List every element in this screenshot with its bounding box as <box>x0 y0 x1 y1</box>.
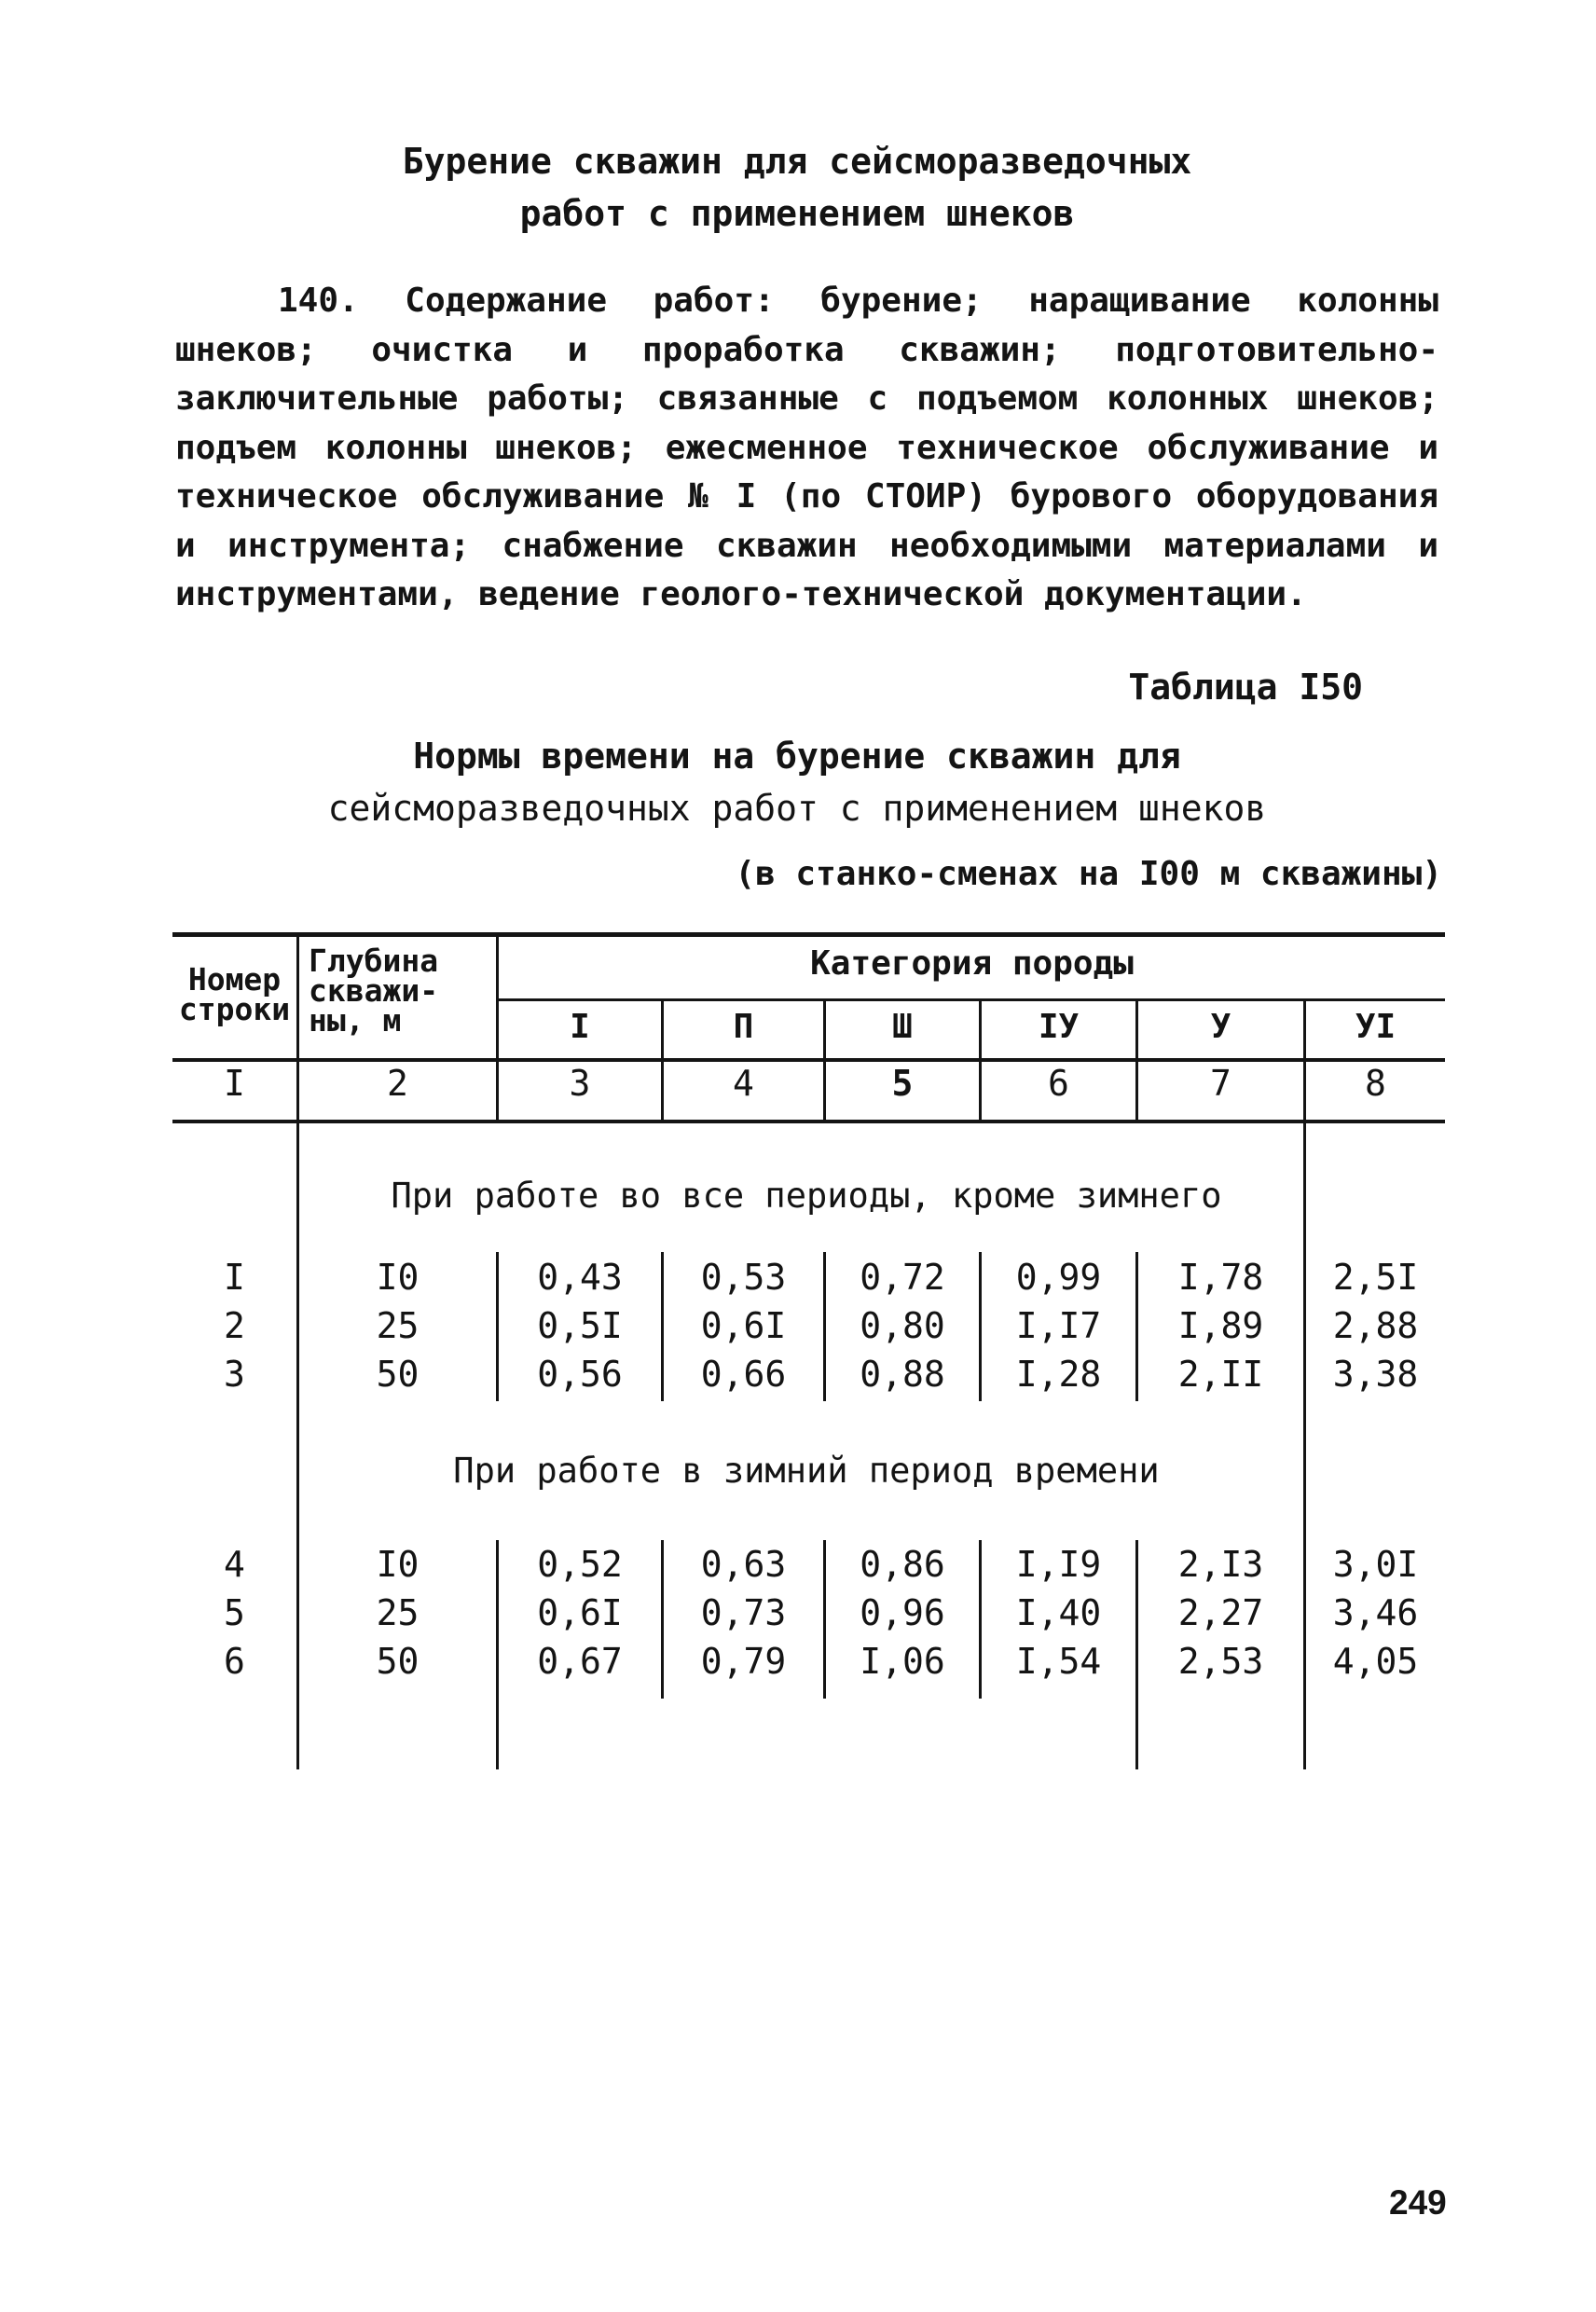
section-title <box>233 135 1361 240</box>
value-cell: 0,52 <box>537 1544 623 1585</box>
section-label-1: При работе во все периоды, кроме зимнего <box>391 1176 1222 1216</box>
value-cell: I,28 <box>1015 1354 1102 1395</box>
column-number-4: 4 <box>733 1063 754 1104</box>
value-cell: I,06 <box>860 1641 945 1682</box>
value-cell: 0,43 <box>537 1257 623 1298</box>
value-cell: 2,II <box>1177 1354 1264 1395</box>
header-category-3: Ш <box>892 1008 913 1046</box>
header-row-number-line-1: Номер <box>187 961 282 998</box>
depth-cell: 25 <box>376 1305 420 1346</box>
header-category: Категория породы <box>810 944 1134 983</box>
header-depth-line-3: ны, м <box>309 1002 402 1039</box>
value-cell: I,89 <box>1177 1305 1264 1346</box>
column-number-6: 6 <box>1048 1063 1069 1104</box>
value-cell: 0,88 <box>860 1354 945 1395</box>
depth-cell: I0 <box>376 1257 420 1298</box>
value-cell: 0,6I <box>537 1592 623 1633</box>
value-cell: 4,05 <box>1332 1641 1419 1682</box>
value-cell: 2,I3 <box>1177 1544 1264 1585</box>
value-cell: I,78 <box>1177 1257 1264 1298</box>
column-number-5: 5 <box>891 1063 914 1104</box>
row-number: 6 <box>224 1641 245 1682</box>
row-number: 3 <box>224 1354 245 1395</box>
value-cell: 0,96 <box>860 1592 945 1633</box>
value-cell: 0,72 <box>860 1257 945 1298</box>
value-cell: 0,6I <box>700 1305 787 1346</box>
row-number: 2 <box>224 1305 245 1346</box>
value-cell: 0,56 <box>537 1354 623 1395</box>
table-top-rule <box>172 932 1445 937</box>
value-cell: 0,66 <box>700 1354 787 1395</box>
table-caption-line-1: Нормы времени на бурение скважин для <box>413 736 1181 777</box>
header-row-number-line-2: строки <box>178 991 291 1027</box>
value-cell: 0,99 <box>1015 1257 1102 1298</box>
value-cell: 3,0I <box>1332 1544 1419 1585</box>
section-title-line-2: работ с применением шнеков <box>519 193 1075 234</box>
value-cell: 0,63 <box>700 1544 787 1585</box>
value-cell: 0,79 <box>700 1641 787 1682</box>
body-paragraph: 140. Содержание работ: бурение; наращивание колонны шнеков; очистка и проработка скважин; подготовительно-заключительные работы; связанные с подъемом колонных шнеков; подъем колонны шнеков; ежесменное техническое обслуживание и техническое обслуживание № I (по СТОИР) бурового оборудования и инструмента; снабжение скважин необходимыми материалами и инструментами, ведение геолого-технической документации. <box>175 282 1438 613</box>
depth-cell: 25 <box>376 1592 420 1633</box>
value-cell: 0,5I <box>537 1305 623 1346</box>
value-cell: 0,53 <box>700 1257 787 1298</box>
header-category-2: П <box>733 1008 754 1046</box>
depth-cell: 50 <box>376 1641 420 1682</box>
value-cell: I,54 <box>1015 1641 1102 1682</box>
depth-cell: 50 <box>376 1354 420 1395</box>
table-caption-line-2: сейсморазведочных работ с применением шнеков <box>327 788 1267 829</box>
value-cell: I,40 <box>1015 1592 1102 1633</box>
header-row-number <box>172 961 296 1027</box>
row-number: I <box>224 1257 245 1298</box>
value-cell: 0,67 <box>537 1641 623 1682</box>
value-cell: 0,80 <box>860 1305 945 1346</box>
column-number-8: 8 <box>1365 1063 1386 1104</box>
row-number: 5 <box>224 1592 245 1633</box>
value-cell: 2,27 <box>1177 1592 1264 1633</box>
value-cell: 3,46 <box>1332 1592 1419 1633</box>
column-numbers-rule <box>172 1120 1445 1123</box>
value-cell: I,I7 <box>1015 1305 1102 1346</box>
table-label: Таблица I50 <box>1128 667 1363 708</box>
column-number-3: 3 <box>569 1063 591 1104</box>
value-cell: 3,38 <box>1332 1354 1419 1395</box>
column-number-7: 7 <box>1210 1063 1231 1104</box>
value-cell: I,I9 <box>1015 1544 1102 1585</box>
header-category-6: УI <box>1355 1008 1396 1046</box>
section-title-line-1: Бурение скважин для сейсморазведочных <box>402 141 1192 182</box>
value-cell: 2,53 <box>1177 1641 1264 1682</box>
table-caption <box>233 730 1361 834</box>
header-depth-line-1: Глубина <box>309 943 439 979</box>
value-cell: 2,5I <box>1332 1257 1419 1298</box>
header-category-5: У <box>1210 1008 1231 1046</box>
section-label-2: При работе в зимний период времени <box>453 1451 1160 1491</box>
column-number-1: I <box>224 1063 245 1104</box>
header-depth-line-2: скважи- <box>309 972 439 1009</box>
value-cell: 0,86 <box>860 1544 945 1585</box>
page-number: 249 <box>1389 2183 1447 2222</box>
header-depth <box>303 943 495 1039</box>
header-bottom-rule <box>172 1058 1445 1062</box>
column-number-2: 2 <box>387 1063 408 1104</box>
depth-cell: I0 <box>376 1544 420 1585</box>
table-units: (в станко-сменах на I00 м скважины) <box>735 855 1442 893</box>
header-category-4: IУ <box>1038 1008 1080 1046</box>
value-cell: 2,88 <box>1332 1305 1419 1346</box>
value-cell: 0,73 <box>700 1592 787 1633</box>
row-number: 4 <box>224 1544 245 1585</box>
header-category-1: I <box>570 1008 590 1046</box>
